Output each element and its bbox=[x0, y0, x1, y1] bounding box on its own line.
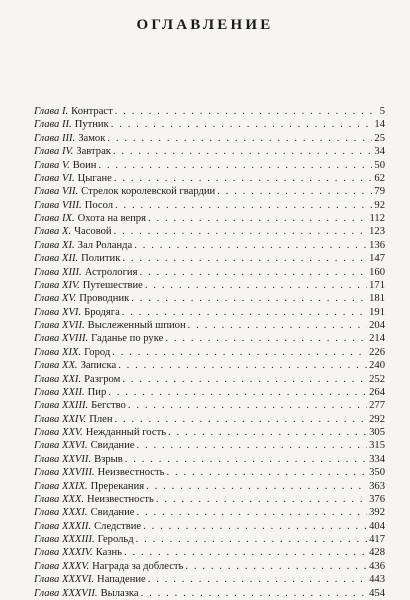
dot-leader bbox=[136, 439, 367, 452]
toc-entry bbox=[34, 413, 385, 426]
chapter-title: Воин bbox=[72, 159, 97, 171]
toc-entry bbox=[34, 399, 385, 412]
page-number: 160 bbox=[369, 266, 385, 278]
chapter-number: Глава XI. bbox=[34, 239, 75, 251]
chapter-title: Путник bbox=[74, 119, 109, 131]
dot-leader bbox=[136, 506, 367, 519]
page-number: 147 bbox=[369, 253, 385, 265]
toc-entry bbox=[34, 306, 385, 319]
dot-leader bbox=[168, 426, 367, 439]
page-number: 277 bbox=[369, 400, 385, 412]
table-of-contents bbox=[34, 105, 385, 600]
toc-entry bbox=[34, 453, 385, 466]
chapter-number: Глава III. bbox=[34, 132, 76, 144]
chapter-title: Казнь bbox=[95, 547, 123, 559]
chapter-title: Охота на вепря bbox=[77, 213, 146, 224]
toc-entry bbox=[34, 493, 385, 506]
dot-leader bbox=[145, 279, 367, 292]
chapter-title: Герольд bbox=[97, 534, 134, 545]
dot-leader bbox=[148, 573, 367, 586]
page-number: 252 bbox=[369, 373, 385, 385]
toc-entry bbox=[34, 172, 385, 185]
page-number: 50 bbox=[374, 159, 385, 171]
chapter-number: Глава XIII. bbox=[34, 266, 82, 278]
dot-leader bbox=[139, 266, 367, 279]
dot-leader bbox=[143, 520, 367, 533]
page-number: 443 bbox=[369, 574, 385, 586]
chapter-title: Посол bbox=[84, 199, 114, 211]
chapter-title: Бродяга bbox=[84, 306, 120, 318]
chapter-number: Глава XXXI. bbox=[34, 507, 88, 519]
dot-leader bbox=[108, 386, 367, 399]
chapter-title: Выслеженный шпион bbox=[87, 320, 186, 331]
chapter-number: Глава XXVI. bbox=[34, 440, 88, 452]
chapter-title: Нападение bbox=[97, 574, 146, 586]
dot-leader bbox=[115, 105, 378, 118]
dot-leader bbox=[165, 332, 367, 345]
chapter-title: Свидание bbox=[90, 507, 135, 519]
page-number: 417 bbox=[369, 534, 385, 545]
toc-entry bbox=[34, 239, 385, 252]
toc-entry bbox=[34, 319, 385, 332]
chapter-title: Политик bbox=[81, 253, 121, 265]
page-number: 428 bbox=[369, 547, 385, 559]
chapter-title: Путешествие bbox=[82, 279, 143, 291]
chapter-title: Город bbox=[84, 346, 111, 358]
page-number: 376 bbox=[369, 493, 385, 505]
dot-leader bbox=[148, 212, 368, 225]
chapter-title: Свидание bbox=[90, 440, 135, 452]
toc-entry bbox=[34, 587, 385, 600]
chapter-title: Гаданье по руке bbox=[91, 333, 164, 345]
toc-entry bbox=[34, 252, 385, 265]
chapter-number: Глава XIX. bbox=[34, 346, 82, 358]
page-number: 181 bbox=[369, 293, 385, 305]
chapter-number: Глава IV. bbox=[34, 146, 74, 158]
dot-leader bbox=[98, 159, 372, 172]
chapter-title: Награда за доблесть bbox=[92, 560, 184, 572]
chapter-number: Глава II. bbox=[34, 119, 72, 131]
chapter-number: Глава XXXIV. bbox=[34, 547, 93, 559]
chapter-title: Вылазка bbox=[100, 587, 139, 599]
chapter-title: Цыгане bbox=[77, 172, 112, 184]
toc-entry bbox=[34, 373, 385, 386]
page-number: 14 bbox=[374, 119, 385, 131]
chapter-number: Глава XV. bbox=[34, 293, 77, 305]
chapter-number: Глава XVIII. bbox=[34, 333, 89, 345]
toc-entry bbox=[34, 332, 385, 345]
toc-entry bbox=[34, 359, 385, 372]
page-number: 454 bbox=[369, 587, 385, 599]
dot-leader bbox=[134, 239, 367, 252]
page-number: 34 bbox=[374, 146, 385, 158]
chapter-number: Глава XVI. bbox=[34, 306, 82, 318]
page-number: 350 bbox=[369, 467, 385, 479]
page-number: 436 bbox=[369, 560, 385, 572]
chapter-title: Записка bbox=[80, 360, 117, 372]
chapter-title: Нежданный гость bbox=[85, 427, 167, 438]
chapter-number: Глава X. bbox=[34, 226, 72, 238]
chapter-title: Часовой bbox=[74, 226, 112, 238]
chapter-number: Глава I. bbox=[34, 106, 69, 117]
chapter-number: Глава XXXIII. bbox=[34, 534, 95, 545]
chapter-title: Разгром bbox=[84, 373, 121, 385]
chapter-number: Глава VI. bbox=[34, 172, 75, 184]
page-number: 191 bbox=[369, 306, 385, 318]
toc-entry bbox=[34, 225, 385, 238]
toc-entry bbox=[34, 132, 385, 145]
toc-entry bbox=[34, 199, 385, 212]
chapter-title: Следствие bbox=[94, 520, 142, 532]
toc-entry bbox=[34, 533, 385, 546]
toc-entry bbox=[34, 105, 385, 118]
toc-entry bbox=[34, 439, 385, 452]
dot-leader bbox=[115, 199, 372, 212]
chapter-number: Глава XII. bbox=[34, 253, 79, 265]
chapter-title: Проводник bbox=[79, 293, 130, 305]
chapter-number: Глава XXXV. bbox=[34, 560, 90, 572]
toc-entry bbox=[34, 466, 385, 479]
toc-entry bbox=[34, 573, 385, 586]
page-number: 25 bbox=[374, 132, 385, 144]
toc-entry bbox=[34, 346, 385, 359]
chapter-title: Пререкания bbox=[90, 480, 145, 492]
dot-leader bbox=[146, 480, 367, 493]
toc-entry bbox=[34, 118, 385, 131]
dot-leader bbox=[141, 587, 367, 600]
page-number: 363 bbox=[369, 480, 385, 492]
dot-leader bbox=[122, 306, 367, 319]
dot-leader bbox=[122, 373, 367, 386]
page-number: 392 bbox=[369, 507, 385, 519]
chapter-title: Контраст bbox=[71, 106, 113, 117]
chapter-number: Глава XXIX. bbox=[34, 480, 88, 492]
chapter-title: Неизвестность bbox=[87, 493, 154, 505]
page-number: 5 bbox=[379, 106, 385, 117]
toc-entry bbox=[34, 212, 385, 225]
chapter-number: Глава XXII. bbox=[34, 386, 85, 398]
dot-leader bbox=[156, 493, 367, 506]
chapter-title: Стрелок королевской гвардии bbox=[81, 186, 216, 198]
dot-leader bbox=[122, 252, 367, 265]
toc-entry bbox=[34, 480, 385, 493]
toc-entry bbox=[34, 145, 385, 158]
chapter-title: Плен bbox=[89, 413, 113, 425]
toc-entry bbox=[34, 506, 385, 519]
chapter-number: Глава XXX. bbox=[34, 493, 85, 505]
chapter-title: Взрыв bbox=[94, 453, 123, 465]
chapter-number: Глава XXIV. bbox=[34, 413, 87, 425]
page-number: 92 bbox=[374, 199, 385, 211]
dot-leader bbox=[136, 533, 368, 546]
page-number: 240 bbox=[369, 360, 385, 372]
dot-leader bbox=[185, 560, 367, 573]
chapter-number: Глава XIV. bbox=[34, 279, 80, 291]
page-number: 123 bbox=[369, 226, 385, 238]
toc-entry bbox=[34, 386, 385, 399]
toc-entry bbox=[34, 279, 385, 292]
dot-leader bbox=[114, 172, 373, 185]
toc-entry bbox=[34, 292, 385, 305]
page-number: 292 bbox=[369, 413, 385, 425]
dot-leader bbox=[125, 453, 367, 466]
toc-entry bbox=[34, 546, 385, 559]
chapter-title: Замок bbox=[78, 132, 106, 144]
chapter-title: Неизвестность bbox=[97, 467, 165, 479]
page-number: 62 bbox=[374, 172, 385, 184]
chapter-title: Астрология bbox=[84, 266, 138, 278]
chapter-number: Глава XXVII. bbox=[34, 453, 92, 465]
dot-leader bbox=[115, 413, 368, 426]
page-number: 404 bbox=[369, 520, 385, 532]
page-title: ОГЛАВЛЕНИЕ bbox=[136, 17, 274, 33]
chapter-number: Глава XXI. bbox=[34, 373, 82, 385]
chapter-number: Глава XXXVII. bbox=[34, 587, 98, 599]
dot-leader bbox=[114, 225, 368, 238]
page-number: 204 bbox=[369, 320, 385, 331]
toc-entry bbox=[34, 520, 385, 533]
dot-leader bbox=[107, 132, 372, 145]
dot-leader bbox=[217, 185, 372, 198]
dot-leader bbox=[112, 346, 367, 359]
page-number: 305 bbox=[369, 427, 385, 438]
dot-leader bbox=[131, 292, 367, 305]
chapter-number: Глава VII. bbox=[34, 186, 79, 198]
chapter-number: Глава VIII. bbox=[34, 199, 82, 211]
chapter-number: Глава XXXVI. bbox=[34, 574, 95, 586]
chapter-number: Глава IX. bbox=[34, 213, 75, 224]
toc-entry bbox=[34, 266, 385, 279]
chapter-number: Глава V. bbox=[34, 159, 70, 171]
page-number: 264 bbox=[369, 386, 385, 398]
chapter-number: Глава XXXII. bbox=[34, 520, 92, 532]
toc-entry bbox=[34, 560, 385, 573]
chapter-title: Пир bbox=[87, 386, 107, 398]
chapter-number: Глава XXV. bbox=[34, 427, 83, 438]
toc-entry bbox=[34, 159, 385, 172]
toc-entry bbox=[34, 185, 385, 198]
chapter-number: Глава XXVIII. bbox=[34, 467, 95, 479]
page-number: 315 bbox=[369, 440, 385, 452]
page-number: 136 bbox=[369, 239, 385, 251]
toc-entry bbox=[34, 426, 385, 439]
dot-leader bbox=[124, 546, 367, 559]
dot-leader bbox=[113, 145, 372, 158]
page-number: 112 bbox=[369, 213, 385, 224]
dot-leader bbox=[188, 319, 367, 332]
page-number: 171 bbox=[369, 279, 385, 291]
chapter-number: Глава XX. bbox=[34, 360, 78, 372]
chapter-number: Глава XXIII. bbox=[34, 400, 89, 412]
page-number: 226 bbox=[369, 346, 385, 358]
dot-leader bbox=[128, 399, 367, 412]
chapter-number: Глава XVII. bbox=[34, 320, 85, 331]
page-number: 334 bbox=[369, 453, 385, 465]
chapter-title: Бегство bbox=[91, 400, 126, 412]
dot-leader bbox=[111, 118, 373, 131]
dot-leader bbox=[166, 466, 367, 479]
chapter-title: Зал Роланда bbox=[77, 239, 133, 251]
chapter-title: Завтрак bbox=[76, 146, 111, 158]
page-number: 79 bbox=[374, 186, 385, 198]
page-number: 214 bbox=[369, 333, 385, 345]
dot-leader bbox=[118, 359, 367, 372]
